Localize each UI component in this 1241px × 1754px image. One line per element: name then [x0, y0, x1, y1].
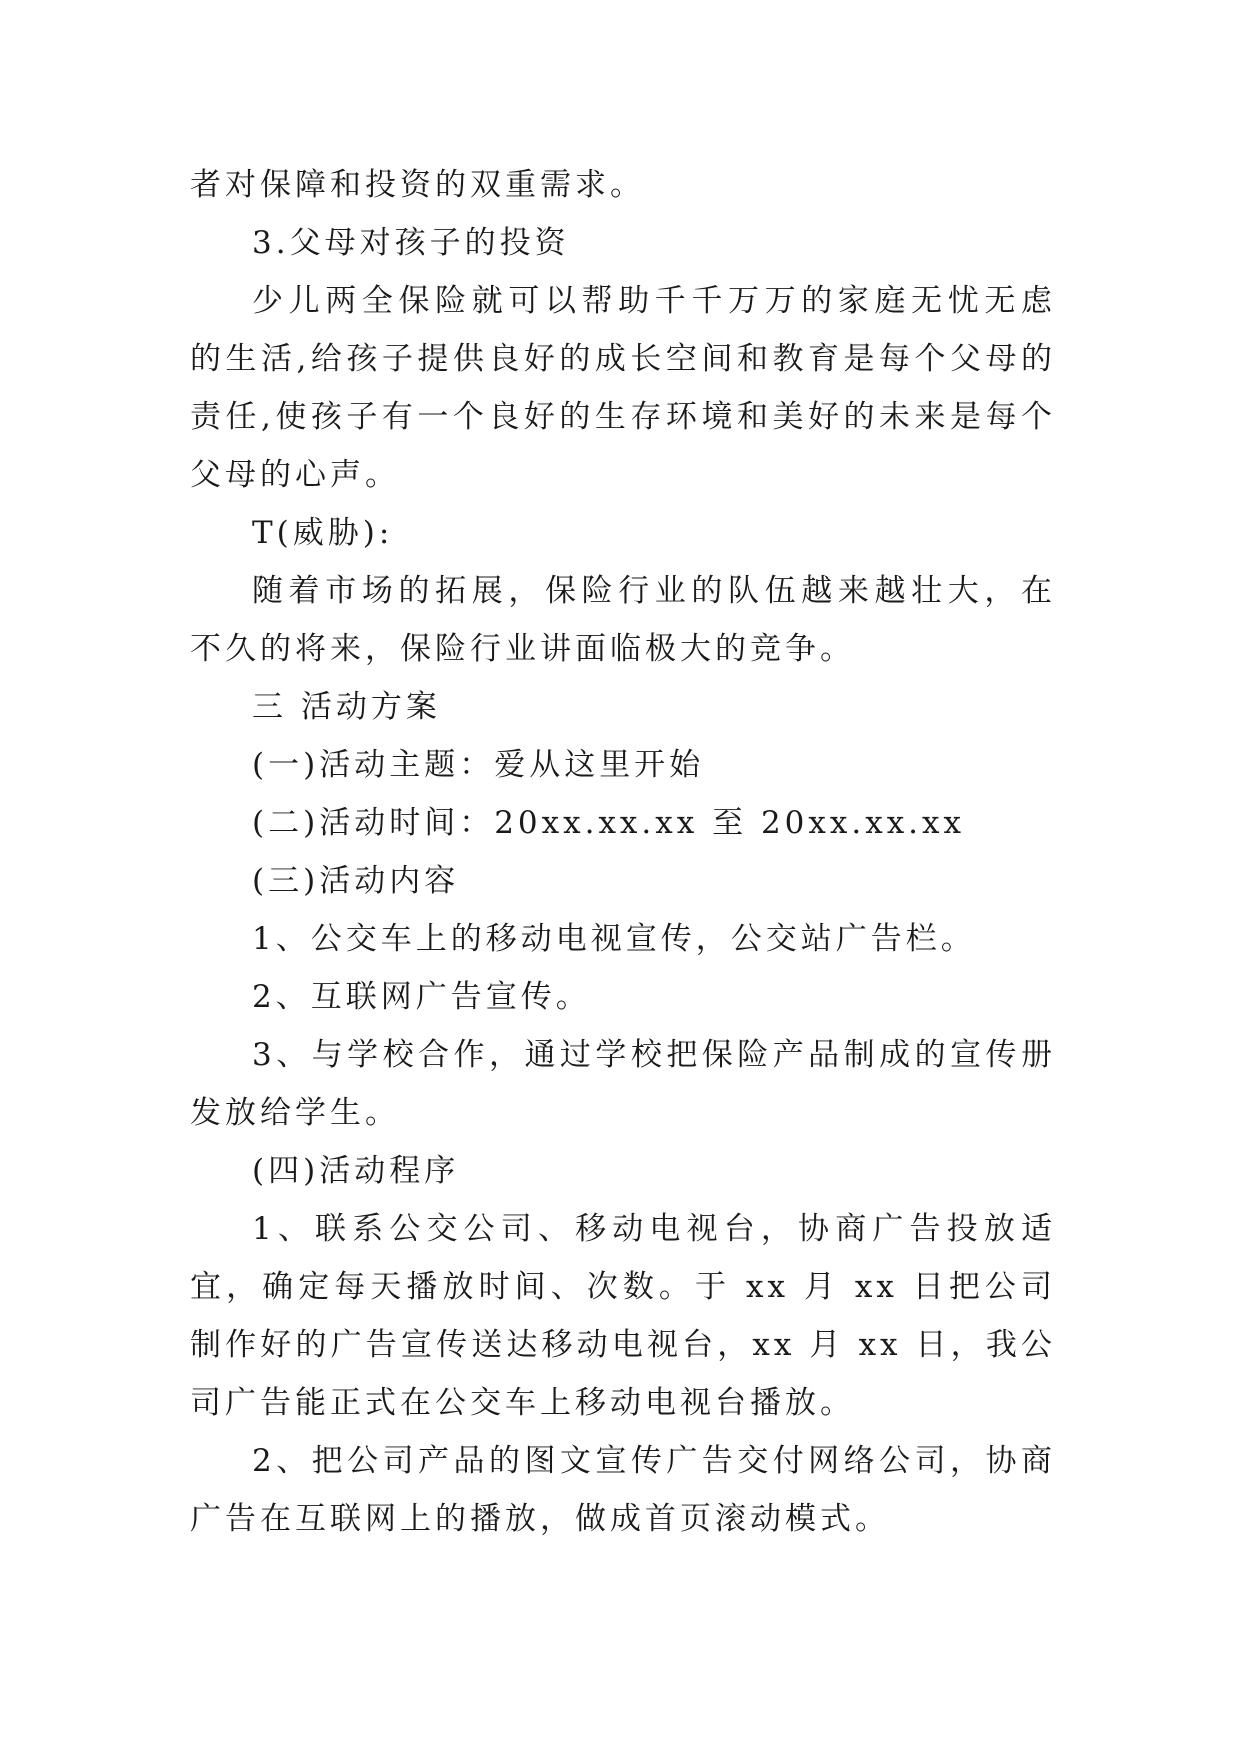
paragraph: 随着市场的拓展，保险行业的队伍越来越壮大，在不久的将来，保险行业讲面临极大的竞争。 — [190, 573, 1056, 667]
list-item: 2、把公司产品的图文宣传广告交付网络公司，协商广告在互联网上的播放，做成首页滚动模式。 — [190, 1443, 1056, 1537]
section-heading: T(威胁): — [252, 515, 394, 551]
section-heading: (四)活动程序 — [252, 1153, 460, 1189]
document-body — [190, 156, 1056, 1548]
list-item: 2、互联网广告宣传。 — [252, 979, 591, 1015]
list-item: (二)活动时间：20xx.xx.xx 至 20xx.xx.xx — [252, 805, 965, 841]
paragraph: 少儿两全保险就可以帮助千千万万的家庭无忧无虑的生活,给孩子提供良好的成长空间和教育是每个父母的责任,使孩子有一个良好的生存环境和美好的未来是每个父母的心声。 — [190, 283, 1056, 493]
section-heading: 3.父母对孩子的投资 — [252, 225, 570, 261]
paragraph: 者对保障和投资的双重需求。 — [190, 167, 645, 203]
list-item: 1、公交车上的移动电视宣传，公交站广告栏。 — [252, 921, 976, 957]
section-heading: 三 活动方案 — [252, 689, 441, 725]
list-item: 1、联系公交公司、移动电视台，协商广告投放适宜，确定每天播放时间、次数。于 xx 月 xx 日把公司制作好的广告宣传送达移动电视台，xx 月 xx 日，我公司广告能正式在公交车上移动电视台播放。 — [190, 1211, 1056, 1421]
list-item: (一)活动主题：爱从这里开始 — [252, 747, 705, 783]
list-item: 3、与学校合作，通过学校把保险产品制成的宣传册发放给学生。 — [190, 1037, 1056, 1131]
section-heading: (三)活动内容 — [252, 863, 460, 899]
